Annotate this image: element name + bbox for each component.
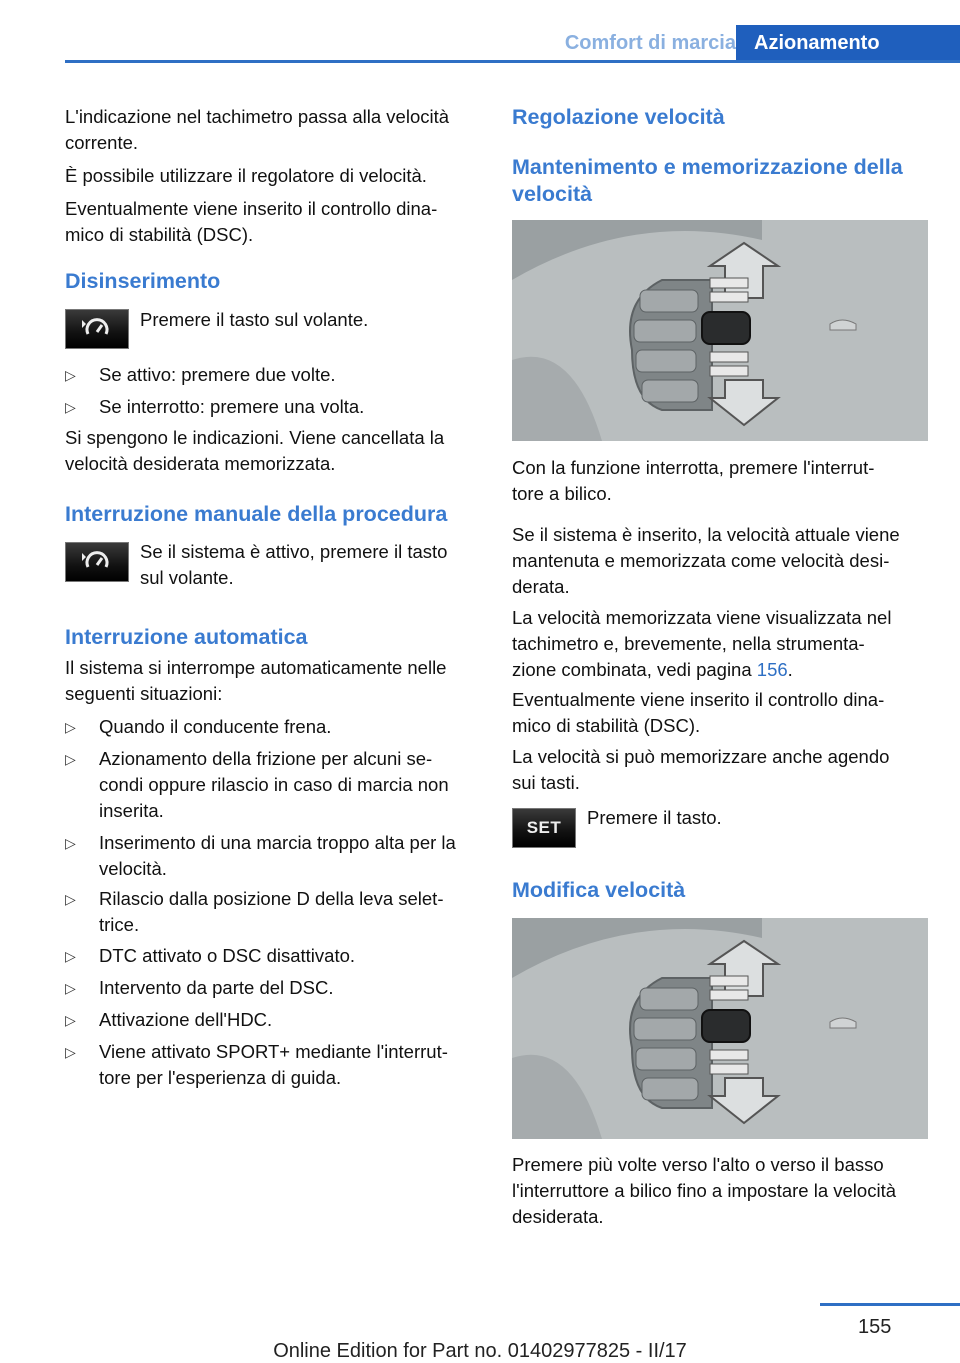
heading-interruzione-automatica: Interruzione automatica — [65, 625, 308, 649]
heading-disinserimento: Disinserimento — [65, 269, 221, 293]
text4-line-2: mico di stabilità (DSC). — [512, 715, 701, 736]
manuale-icon-text-1: Se il sistema è attivo, premere il tasto — [140, 541, 448, 562]
text2-line-2: mantenuta e memorizzata come velocità desi‐ — [512, 550, 890, 571]
text3-line-2: tachimetro e, brevemente, nella strumenta‐ — [512, 633, 865, 654]
bullet-triangle-icon: ▷ — [65, 948, 76, 964]
bullet-triangle-icon: ▷ — [65, 719, 76, 735]
header-tab-azionamento[interactable]: Azionamento — [736, 25, 960, 61]
list-item: ▷ Quando il conducente frena. — [65, 714, 485, 740]
text5-line-2: sui tasti. — [512, 772, 580, 793]
bullet-triangle-icon: ▷ — [65, 367, 76, 383]
heading-regolazione-velocita: Regolazione velocità — [512, 105, 725, 129]
list-item: ▷ Azionamento della frizione per alcuni se‐ condi oppure rilascio in caso di marcia non inserita. — [65, 748, 449, 821]
bullet-triangle-icon: ▷ — [65, 1012, 76, 1028]
heading-mantenimento-2: velocità — [512, 182, 593, 206]
manuale-icon-text-2: sul volante. — [140, 567, 234, 588]
bullet-triangle-icon: ▷ — [65, 1044, 76, 1060]
header-rule — [65, 60, 960, 63]
set-button-icon: SET — [512, 808, 576, 848]
text6-line-1: Premere più volte verso l'alto o verso il basso — [512, 1154, 884, 1175]
intro-line-4: Eventualmente viene inserito il controllo dina‐ — [65, 198, 438, 219]
list-item: ▷ Intervento da parte del DSC. — [65, 975, 485, 1001]
list-item: ▷ DTC attivato o DSC disattivato. — [65, 943, 485, 969]
text3-line-1: La velocità memorizzata viene visualizzata nel — [512, 607, 892, 628]
page-number: 155 — [858, 1316, 892, 1338]
bullet-triangle-icon: ▷ — [65, 399, 76, 415]
bullet-triangle-icon: ▷ — [65, 835, 76, 851]
auto-intro-2: seguenti situazioni: — [65, 683, 223, 704]
disins-after-2: velocità desiderata memorizzata. — [65, 453, 336, 474]
text3-line-3: zione combinata, vedi pagina 156. — [512, 659, 793, 680]
intro-line-1: L'indicazione nel tachimetro passa alla velocità — [65, 106, 450, 127]
auto-intro-1: Il sistema si interrompe automaticamente nelle — [65, 657, 447, 678]
list-item: ▷ Viene attivato SPORT+ mediante l'interrut‐ tore per l'esperienza di guida. — [65, 1041, 448, 1088]
text4-line-1: Eventualmente viene inserito il controllo dina‐ — [512, 689, 885, 710]
header-tab-comfort[interactable]: Comfort di marcia — [564, 32, 736, 54]
list-item: ▷ Inserimento di una marcia troppo alta per la velocità. — [65, 832, 456, 879]
text1-line-1: Con la funzione interrotta, premere l'interrut‐ — [512, 457, 875, 478]
cruise-control-button-icon — [65, 542, 129, 582]
bullet-triangle-icon: ▷ — [65, 980, 76, 996]
steering-wheel-rocker-image — [512, 220, 928, 441]
text6-line-3: desiderata. — [512, 1206, 604, 1227]
heading-modifica-velocita: Modifica velocità — [512, 878, 686, 902]
page-link-156[interactable]: 156 — [756, 659, 788, 680]
list-item: ▷ Se attivo: premere due volte. — [65, 362, 485, 388]
text2-line-1: Se il sistema è inserito, la velocità attuale viene — [512, 524, 900, 545]
text1-line-2: tore a bilico. — [512, 483, 612, 504]
list-item: ▷ Se interrotto: premere una volta. — [65, 394, 485, 420]
list-item: ▷ Rilascio dalla posizione D della leva selet‐ trice. — [65, 888, 444, 935]
set-text: Premere il tasto. — [587, 807, 722, 828]
text2-line-3: derata. — [512, 576, 570, 597]
heading-interruzione-manuale: Interruzione manuale della procedura — [65, 502, 448, 526]
heading-mantenimento-1: Mantenimento e memorizzazione della — [512, 155, 903, 179]
intro-line-2: corrente. — [65, 132, 139, 153]
bullet-triangle-icon: ▷ — [65, 891, 76, 907]
intro-line-3: È possibile utilizzare il regolatore di velocità. — [65, 165, 427, 186]
bullet-triangle-icon: ▷ — [65, 751, 76, 767]
footer-rule — [820, 1303, 960, 1306]
cruise-control-button-icon — [65, 309, 129, 349]
list-item: ▷ Attivazione dell'HDC. — [65, 1007, 485, 1033]
steering-wheel-rocker-image — [512, 918, 928, 1139]
disins-icon-text: Premere il tasto sul volante. — [140, 309, 369, 330]
intro-line-5: mico di stabilità (DSC). — [65, 224, 254, 245]
text5-line-1: La velocità si può memorizzare anche agendo — [512, 746, 890, 767]
disins-after-1: Si spengono le indicazioni. Viene cancellata la — [65, 427, 445, 448]
edition-footer: Online Edition for Part no. 01402977825 - II/17 — [273, 1340, 687, 1362]
text6-line-2: l'interruttore a bilico fino a impostare la velocità — [512, 1180, 896, 1201]
